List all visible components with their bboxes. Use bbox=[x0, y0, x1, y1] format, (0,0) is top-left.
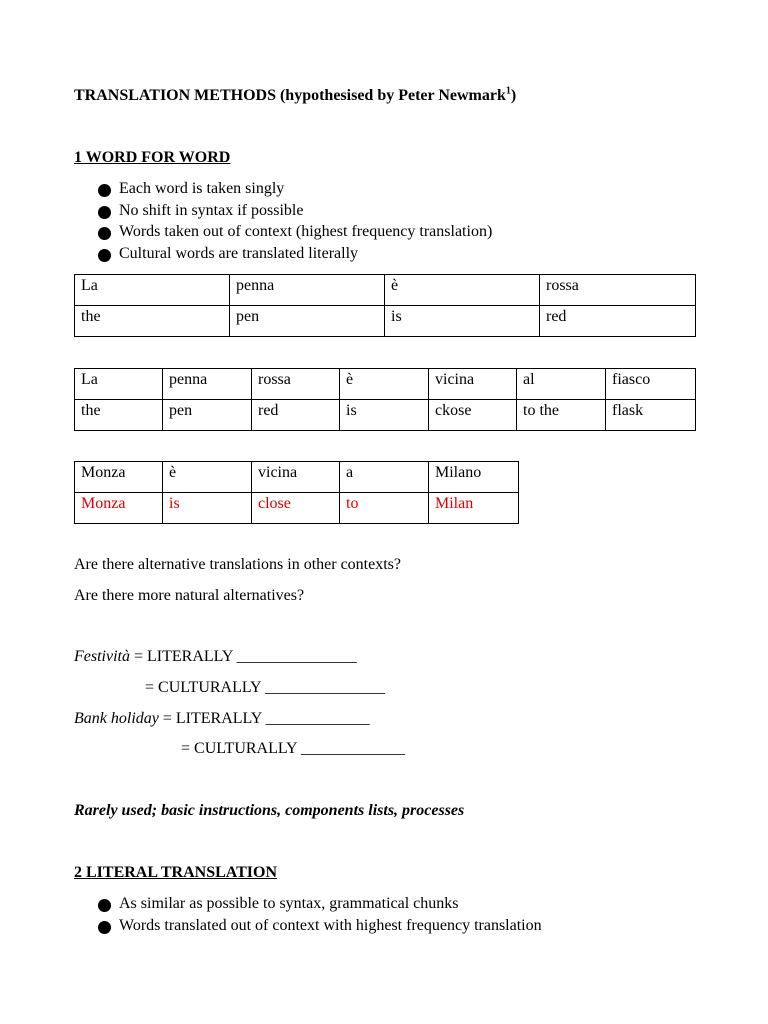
table-cell: rossa bbox=[252, 369, 340, 400]
table-cell: Milano bbox=[429, 462, 519, 493]
bullet-text: Each word is taken singly bbox=[119, 180, 285, 197]
table-cell: red bbox=[252, 400, 340, 431]
table-cell: pen bbox=[163, 400, 252, 431]
bullet-text: No shift in syntax if possible bbox=[119, 201, 304, 219]
usage-note: Rarely used; basic instructions, components lists, processes bbox=[74, 802, 465, 819]
table-cell: flask bbox=[606, 400, 696, 431]
bullet-icon bbox=[98, 227, 111, 240]
table-cell: to bbox=[340, 493, 429, 524]
table-cell: è bbox=[385, 275, 540, 306]
gloss-table-1 bbox=[74, 274, 696, 337]
table-cell: pen bbox=[230, 306, 385, 337]
table-cell: Monza bbox=[75, 493, 163, 524]
table-cell: is bbox=[163, 493, 252, 524]
table-cell: è bbox=[163, 462, 252, 493]
section2-bullet-list bbox=[96, 893, 542, 936]
festivita-literal: = LITERALLY _______________ bbox=[129, 648, 357, 665]
table-row bbox=[75, 462, 519, 493]
list-item bbox=[96, 221, 492, 243]
festivita-word: Festività bbox=[74, 648, 130, 665]
bank-holiday-word: Bank holiday bbox=[74, 710, 159, 727]
section2-heading: 2 LITERAL TRANSLATION bbox=[74, 864, 278, 881]
bullet-text: Words translated out of context with highest frequency translation bbox=[119, 916, 542, 934]
table-cell: Monza bbox=[75, 462, 163, 493]
list-item bbox=[96, 893, 542, 915]
document-title bbox=[74, 87, 516, 105]
title-close: ) bbox=[510, 87, 517, 104]
list-item bbox=[96, 178, 492, 200]
section1-bullet-list bbox=[96, 178, 492, 264]
title-text: TRANSLATION METHODS (hypothesised by Peter Newmark bbox=[74, 87, 506, 104]
table-cell: vicina bbox=[252, 462, 340, 493]
bank-holiday-literal-line bbox=[74, 710, 370, 728]
bullet-icon bbox=[98, 206, 111, 219]
table-cell: to the bbox=[517, 400, 606, 431]
table-cell: penna bbox=[230, 275, 385, 306]
table-cell: è bbox=[340, 369, 429, 400]
table-cell: ckose bbox=[429, 400, 517, 431]
footnote-mark: 1 bbox=[505, 85, 511, 97]
table-cell: a bbox=[340, 462, 429, 493]
table-cell: is bbox=[340, 400, 429, 431]
list-item bbox=[96, 200, 492, 222]
bullet-text: As similar as possible to syntax, grammatical chunks bbox=[119, 895, 459, 912]
table-cell: La bbox=[75, 369, 163, 400]
table-row bbox=[75, 369, 696, 400]
table-cell: vicina bbox=[429, 369, 517, 400]
table-cell: the bbox=[75, 400, 163, 431]
bullet-icon bbox=[98, 921, 111, 934]
section1-heading: 1 WORD FOR WORD bbox=[74, 149, 231, 166]
gloss-table-3 bbox=[74, 461, 519, 524]
table-row bbox=[75, 275, 696, 306]
bullet-icon bbox=[98, 249, 111, 262]
bullet-icon bbox=[98, 184, 111, 197]
table-row bbox=[75, 306, 696, 337]
table-cell: fiasco bbox=[606, 369, 696, 400]
festivita-cultural-line: = CULTURALLY _______________ bbox=[145, 679, 386, 696]
table-cell: red bbox=[540, 306, 696, 337]
table-cell: al bbox=[517, 369, 606, 400]
table-cell: penna bbox=[163, 369, 252, 400]
festivita-literal-line bbox=[74, 648, 357, 666]
bullet-icon bbox=[98, 899, 111, 912]
table-cell: is bbox=[385, 306, 540, 337]
table-cell: La bbox=[75, 275, 230, 306]
bank-holiday-literal: = LITERALLY _____________ bbox=[158, 710, 370, 727]
bullet-text: Words taken out of context (highest frequency translation) bbox=[119, 223, 493, 240]
gloss-table-2 bbox=[74, 368, 696, 431]
list-item bbox=[96, 915, 542, 937]
table-cell: the bbox=[75, 306, 230, 337]
list-item bbox=[96, 243, 492, 265]
table-cell: rossa bbox=[540, 275, 696, 306]
question-2: Are there more natural alternatives? bbox=[74, 587, 305, 604]
question-1: Are there alternative translations in other contexts? bbox=[74, 556, 401, 573]
table-cell: close bbox=[252, 493, 340, 524]
table-cell: Milan bbox=[429, 493, 519, 524]
table-row bbox=[75, 400, 696, 431]
bank-holiday-cultural-line: = CULTURALLY _____________ bbox=[181, 740, 406, 757]
bullet-text: Cultural words are translated literally bbox=[119, 244, 359, 262]
table-row bbox=[75, 493, 519, 524]
